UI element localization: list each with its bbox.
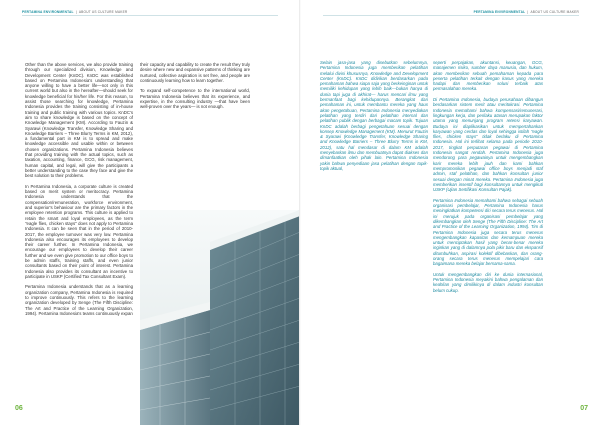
right-header-rule xyxy=(323,15,579,16)
left-col2-paragraph: their capacity and capability to create the result they truly desire where new and expansive patterns of thinking are nurtured, collective aspiration is set free, and people are continuously learning how to learn together. xyxy=(140,62,250,83)
left-col1-paragraph: Pertamina Indonesia understands that as a learning organization company, Pertamina Indonesia is required to improve continuously. This refers to the learning organization developed by Senge (The Fifth Discipline: The Art and Practice of the Learning Organization, 1994). Pertamina Indonesia's teams continuously expan xyxy=(25,284,133,316)
right-col2-paragraph: Pertamina Indonesia memahami bahwa sebagai sebuah organisasi pembelajar, Pertamina Indonesia harus meningkatkan kompetensi diri secara terus menerus. Hal ini merujuk pada organisasi pembelajar yang dikembangkan oleh Senge (The Fifth Discipline: The Art and Practice of the Learning Organization, 1994). Tim di Pertamina Indonesia juga secara terus menerus mengembangkan kapasitas dan kemampuan mereka untuk menciptakan hasil yang benar-benar mereka inginkan yang di dalamnya pola pikir baru dan ekspansif ditumbuhkan, aspirasi kolektif dibebaskan, dan orang-orang secara terus menerus mempelajari cara bagaimana mereka belajar bersama-sama. xyxy=(433,197,543,267)
left-column-1 xyxy=(25,62,133,322)
building-illustration xyxy=(140,210,300,425)
left-col1-paragraph: In Pertamina Indonesia, a corporate culture is created based on merit system or meritocracy. Pertamina Indonesia understands that the compensation/remuneration, workforce environment, and superior's behaviour are the primary factors in the employee retention programs. This culture is applied to retain the smart and loyal employees, as the term "eagle flies, chicken stays" does not apply to Pertamina Indonesia. It can be seen that in the period of 2010-2017, the employee turnover was very low. Pertamina Indonesia also encourages its employees to develop their career further. In Pertamina Indonesia, we encourage our employees to develop their career further and we even give promotion to our office boys to be admin staffs, training staffs, and even junior consultants based on their point of interest. Pertamina Indonesia also provides its consultant an incentive to participate in USKP (Certified Tax Consultant Exam). xyxy=(25,183,133,279)
left-page xyxy=(0,0,300,425)
right-column-2 xyxy=(433,60,543,298)
right-header-brand: PERTAMINA ENVIRONMENTAL xyxy=(473,10,526,14)
left-running-header: PERTAMINA ENVIRONMENTAL | ABOUT US CULTURE MAKER xyxy=(22,10,128,14)
office-building-photo xyxy=(140,210,300,425)
left-page-number: 06 xyxy=(15,405,23,412)
left-header-section: ABOUT US CULTURE MAKER xyxy=(78,10,128,14)
left-col1-paragraph: Other than the above services, we also provide training through our specialized division, Knowledge and Development Center (KnDC). KnDC was established based on Pertamina Indonesia's understanding that anyone willing to have a better life—not only in this current world but also in the hereafter—should seek for knowledge beneficial for his/her life. For this reason, to assist those searching for knowledge, Pertamina Indonesia provides the training consisting of in-house training and public training with various topics. KnDC's aim to share knowledge is based on the concept of Knowledge Management (KM). According to Fauzin & Syarawi (Knowledge Transfer, Knowledge Sharing and Knowledge Barriers – Three Blurry Terms in KM, 2012), a fundamental part in KM is to spread and make knowledge accessible and usable within or between chosen organizations. Pertamina Indonesia believes that providing training with the actual topics, such as taxation, accounting, finance, GCG, risk management, human capital, and legal, will give the participants a better understanding to the case they face and give the best solution to their problems. xyxy=(25,62,133,179)
right-col2-paragraph: Untuk mengembangkan diri ke dunia internasional, Pertamina Indonesia meyakini bahwa pengalaman dan keahlian yang dimilikinya di dalam industri konsultan belum cukup. xyxy=(433,271,543,293)
right-page-number: 07 xyxy=(580,405,588,412)
left-col2-paragraph: To expand self-competence to the international world, Pertamina Indonesia believes that its experience, and expertise, in the consulting industry —that have been well-proven over the years— is not enough. xyxy=(140,88,250,110)
right-column-1 xyxy=(320,60,428,177)
left-header-rule xyxy=(22,15,278,16)
right-running-header: PERTAMINA ENVIRONMENTAL | ABOUT US CULTURE MAKER xyxy=(473,10,579,14)
right-header-section: ABOUT US CULTURE MAKER xyxy=(530,10,579,14)
right-col2-paragraph: seperti perpajakan, akuntansi, keuangan, GCG, manajemen risiko, sumber daya manusia, dan hukum, akan memberikan sebuah pemahaman kepada para peserta pelatihan terkait dengan kasus yang mereka hadapi dan memberikan solusi terbaik atas permasalahan mereka. xyxy=(433,60,543,92)
right-col2-paragraph: Di Pertamina Indonesia, budaya perusahaan dibangun berdasarkan sistem merit atau meritokrasi. Pertamina Indonesia memahami bahwa kompensasi/remunerasi, lingkungan kerja, dan perilaku atasan merupakan faktor utama yang menunjang program retensi karyawan. Budaya ini diaplikasikan untuk mempertahankan karyawan yang cerdas dan loyal sehingga istilah "eagle flies, chicken stays" tidak berlaku di Pertamina Indonesia. Hal ini terlihat selama pada periode 2010-2017, tingkat perputaran pegawai di Pertamina Indonesia sangat rendah. Pertamina Indonesia juga mendorong para pegawainya untuk mengembangkan karir mereka lebih jauh dan kami bahkan mempromosikan pegawai office boys menjadi staf admin, staf pelatihan, dan bahkan konsultan junior sesuai dengan minat mereka. Pertamina Indonesia juga memberikan insentif bagi konsultannya untuk mengikuti USKP (Ujian Sertifikasi Konsultan Pajak). xyxy=(433,97,543,193)
right-page xyxy=(301,0,601,425)
left-column-2 xyxy=(140,62,250,115)
right-col1-paragraph: Selain jasa-jasa yang disebutkan sebelumnya, Pertamina Indonesia juga memberikan pelatihan melalui divisi khususnya, Knowledge and Development Center (KnDC). KnDC didirikan berdasarkan pada pemahaman bahwa siapa saja yang berkeinginan untuk memiliki kehidupan yang lebih baik—bukan hanya di dunia tapi juga di akhirat— harus mencari ilmu yang bermanfaat bagi kehidupannya. Berangkat dari pemahaman ini, untuk membantu mereka yang haus akan pengetahuan, Pertamina Indonesia menyediakan pelatihan yang terdiri dari pelatihan internal dan pelatihan publik dengan berbagai macam topik. Tujuan KnDC adalah berbagi pengetahuan sesuai dengan konsep Knowledge Management (KM). Menurut Fauzin & Syarawi (Knowledge Transfer, Knowledge Sharing and Knowledge Barriers – Three Blurry Terms in KM, 2012), satu hal mendasar di dalam KM adalah menyebarkan ilmu dan membuatnya dapat diakses dan dimanfaatkan oleh pihak lain. Pertamina Indonesia yakin bahwa penyediaan jasa pelatihan dengan topik-topik aktual, xyxy=(320,60,428,171)
left-header-brand: PERTAMINA ENVIRONMENTAL xyxy=(22,10,74,14)
